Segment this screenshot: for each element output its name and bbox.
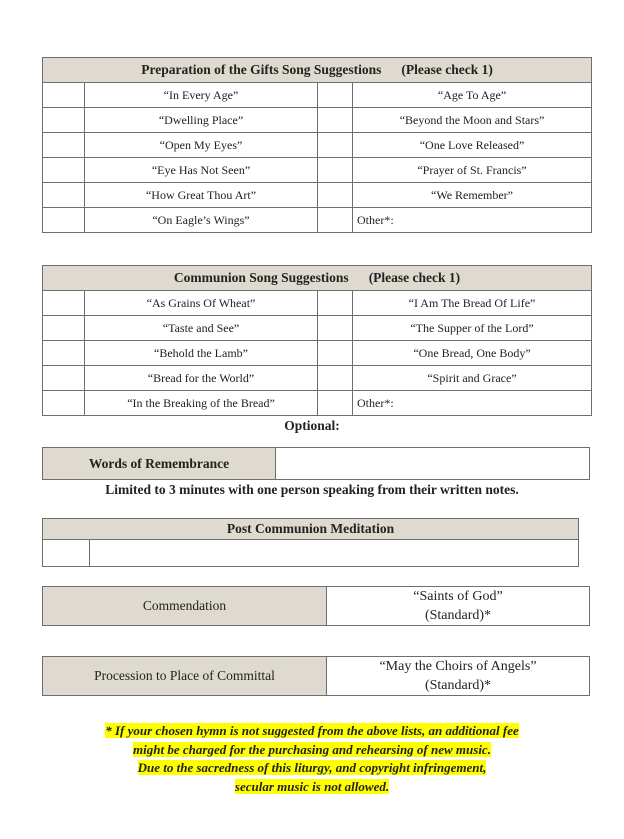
checkbox-cell[interactable] — [318, 316, 353, 341]
remembrance-label: Words of Remembrance — [43, 448, 276, 480]
table-row — [43, 133, 592, 158]
checkbox-cell[interactable] — [318, 183, 353, 208]
table-row — [43, 83, 592, 108]
preparation-title: Preparation of the Gifts Song Suggestions — [141, 62, 382, 77]
commendation-label: Commendation — [43, 587, 327, 626]
communion-title: Communion Song Suggestions — [173, 270, 349, 285]
remembrance-field[interactable] — [276, 448, 590, 480]
communion-check-note: (Please check 1) — [368, 270, 461, 285]
checkbox-cell[interactable] — [318, 366, 353, 391]
table-row — [43, 341, 592, 366]
checkbox-cell[interactable] — [43, 158, 85, 183]
table-row — [43, 208, 592, 233]
optional-label: Optional: — [284, 418, 340, 433]
table-row — [43, 108, 592, 133]
song-option: “One Love Released” — [353, 133, 592, 158]
song-option: “Bread for the World” — [85, 366, 318, 391]
meditation-header: Post Communion Meditation — [43, 519, 579, 540]
checkbox-cell[interactable] — [318, 208, 353, 233]
procession-label: Procession to Place of Committal — [43, 657, 327, 696]
table-row — [43, 183, 592, 208]
procession-hymn-note: (Standard)* — [424, 678, 492, 693]
commendation-table — [42, 586, 590, 626]
commendation-hymn-note: (Standard)* — [424, 608, 492, 623]
footnote-line: secular music is not allowed. — [234, 778, 390, 794]
checkbox-cell[interactable] — [43, 316, 85, 341]
checkbox-cell[interactable] — [43, 83, 85, 108]
table-row — [43, 158, 592, 183]
commendation-hymn-title: “Saints of God” — [413, 589, 503, 604]
song-option: “One Bread, One Body” — [353, 341, 592, 366]
checkbox-cell[interactable] — [43, 291, 85, 316]
footnote — [0, 722, 624, 796]
table-row — [43, 316, 592, 341]
communion-header — [43, 266, 592, 291]
procession-hymn-title: “May the Choirs of Angels” — [379, 659, 537, 674]
checkbox-cell[interactable] — [318, 108, 353, 133]
checkbox-cell[interactable] — [43, 391, 85, 416]
procession-hymn — [327, 657, 590, 696]
commendation-hymn — [327, 587, 590, 626]
meditation-field[interactable] — [90, 540, 579, 567]
checkbox-cell[interactable] — [318, 83, 353, 108]
song-option: “Age To Age” — [353, 83, 592, 108]
song-option: “Beyond the Moon and Stars” — [353, 108, 592, 133]
song-option: “On Eagle’s Wings” — [85, 208, 318, 233]
checkbox-cell[interactable] — [43, 183, 85, 208]
song-option: “We Remember” — [353, 183, 592, 208]
checkbox-cell[interactable] — [318, 158, 353, 183]
song-option: “Prayer of St. Francis” — [353, 158, 592, 183]
song-option: “Dwelling Place” — [85, 108, 318, 133]
preparation-header — [43, 58, 592, 83]
preparation-table — [42, 57, 592, 233]
song-option: “Eye Has Not Seen” — [85, 158, 318, 183]
remembrance-note: Limited to 3 minutes with one person speaking from their written notes. — [105, 482, 519, 497]
song-option: “In the Breaking of the Bread” — [85, 391, 318, 416]
meditation-table — [42, 518, 579, 567]
song-option: “Taste and See” — [85, 316, 318, 341]
footnote-line: Due to the sacredness of this liturgy, and copyright infringement, — [137, 760, 487, 775]
checkbox-cell[interactable] — [43, 366, 85, 391]
footnote-line: * If your chosen hymn is not suggested from the above lists, an additional fee — [105, 723, 519, 738]
checkbox-cell[interactable] — [318, 391, 353, 416]
other-song-field[interactable]: Other*: — [353, 208, 592, 233]
checkbox-cell[interactable] — [318, 291, 353, 316]
checkbox-cell[interactable] — [43, 133, 85, 158]
preparation-check-note: (Please check 1) — [401, 62, 493, 77]
song-option: “How Great Thou Art” — [85, 183, 318, 208]
song-option: “The Supper of the Lord” — [353, 316, 592, 341]
checkbox-cell[interactable] — [43, 208, 85, 233]
song-option: “Behold the Lamb” — [85, 341, 318, 366]
footnote-line: might be charged for the purchasing and rehearsing of new music. — [133, 741, 491, 757]
remembrance-table — [42, 447, 590, 480]
song-option: “Spirit and Grace” — [353, 366, 592, 391]
checkbox-cell[interactable] — [43, 341, 85, 366]
song-option: “In Every Age” — [85, 83, 318, 108]
checkbox-cell[interactable] — [318, 341, 353, 366]
table-row — [43, 291, 592, 316]
song-option: “I Am The Bread Of Life” — [353, 291, 592, 316]
song-option: “Open My Eyes” — [85, 133, 318, 158]
procession-table — [42, 656, 590, 696]
checkbox-cell[interactable] — [43, 108, 85, 133]
communion-table — [42, 265, 592, 416]
other-song-field[interactable]: Other*: — [353, 391, 592, 416]
checkbox-cell[interactable] — [43, 540, 90, 567]
table-row — [43, 366, 592, 391]
checkbox-cell[interactable] — [318, 133, 353, 158]
song-option: “As Grains Of Wheat” — [85, 291, 318, 316]
table-row — [43, 391, 592, 416]
